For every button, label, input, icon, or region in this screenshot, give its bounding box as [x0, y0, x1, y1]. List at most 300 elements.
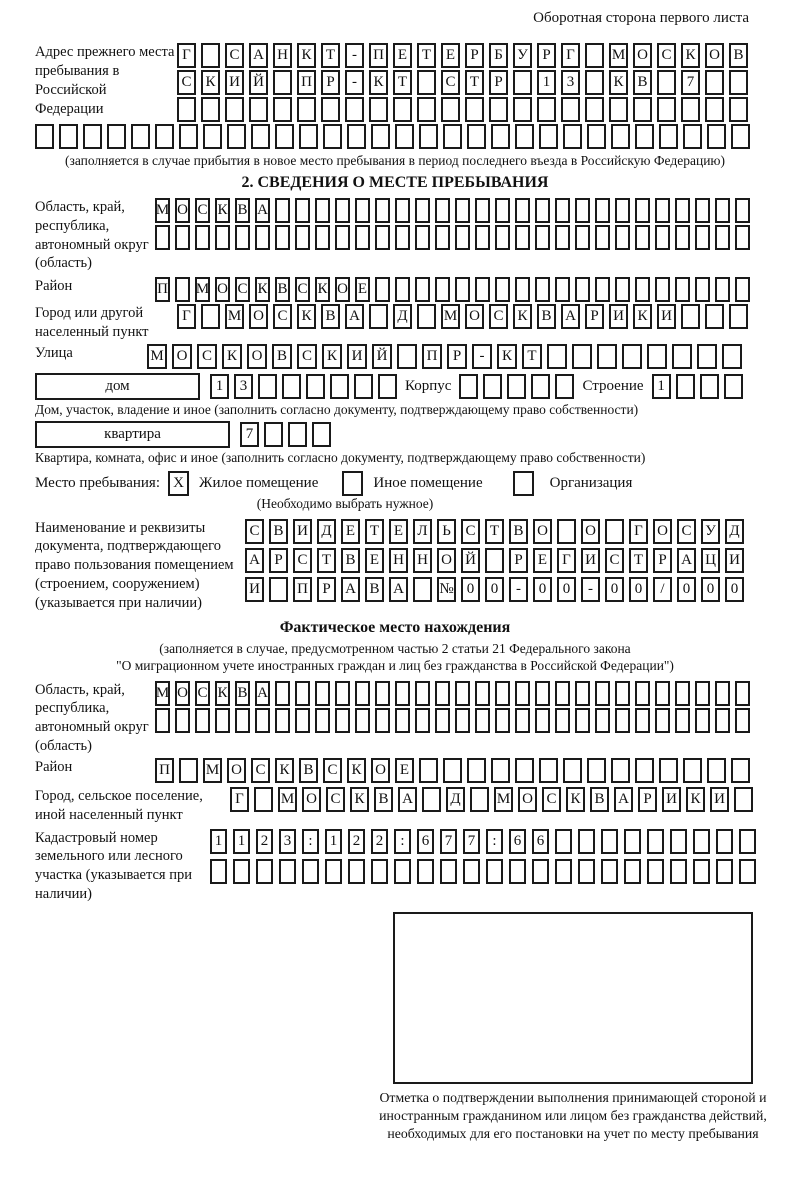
char-box — [624, 859, 641, 884]
char-box: С — [297, 344, 317, 369]
char-box: П — [155, 758, 174, 783]
char-box: Е — [341, 519, 360, 544]
char-box — [495, 198, 510, 223]
char-box: О — [705, 43, 724, 68]
char-box — [459, 374, 478, 399]
char-box — [605, 519, 624, 544]
char-box — [256, 859, 273, 884]
char-box: К — [686, 787, 705, 812]
char-box: О — [172, 344, 192, 369]
char-box — [491, 124, 510, 149]
char-box — [347, 124, 366, 149]
stay-option-residential-label: Жилое помещение — [199, 474, 319, 491]
char-box: С — [605, 548, 624, 573]
char-box: Д — [446, 787, 465, 812]
char-box — [131, 124, 150, 149]
char-box — [279, 859, 296, 884]
char-box — [515, 124, 534, 149]
char-box — [395, 277, 410, 302]
char-box — [563, 758, 582, 783]
char-box — [563, 124, 582, 149]
char-box — [724, 374, 743, 399]
apartment-name-box: квартира — [35, 421, 230, 448]
char-box — [485, 548, 504, 573]
char-box: № — [437, 577, 456, 602]
char-box: 2 — [371, 829, 388, 854]
stamp-note: Отметка о подтверждении выполнения принимающей стороной и иностранным гражданином или лицом без гражданства действий, необходимых для его постановки на учет по месту пребывания — [379, 1089, 767, 1142]
char-box: В — [272, 344, 292, 369]
char-box — [624, 829, 641, 854]
char-box: 3 — [234, 374, 253, 399]
char-box: А — [245, 548, 264, 573]
char-box: О — [533, 519, 552, 544]
char-box — [297, 97, 316, 122]
char-box — [595, 225, 610, 250]
char-box — [275, 681, 290, 706]
char-box: С — [273, 304, 292, 329]
char-box — [693, 859, 710, 884]
char-box: А — [249, 43, 268, 68]
stay-type-note: (Необходимо выбрать нужное) — [256, 495, 434, 511]
char-box — [700, 374, 719, 399]
char-box: Е — [395, 758, 414, 783]
char-box — [330, 374, 349, 399]
region-row-2 — [155, 225, 750, 250]
char-box: С — [251, 758, 270, 783]
char-box: А — [614, 787, 633, 812]
char-box — [735, 277, 750, 302]
char-box: Р — [269, 548, 288, 573]
district-row — [155, 277, 750, 302]
char-box: 0 — [629, 577, 648, 602]
char-box — [335, 198, 350, 223]
char-box: С — [225, 43, 244, 68]
char-box — [435, 708, 450, 733]
actual-district-row — [155, 758, 750, 783]
char-box — [615, 225, 630, 250]
char-box: О — [653, 519, 672, 544]
char-box: М — [195, 277, 210, 302]
char-box: С — [245, 519, 264, 544]
char-box — [273, 97, 292, 122]
actual-region-label: Область, край, республика, автономный округ (область) — [35, 681, 149, 755]
char-box — [475, 198, 490, 223]
char-box — [615, 681, 630, 706]
document-row-3 — [245, 577, 744, 602]
char-box — [491, 758, 510, 783]
char-box — [635, 708, 650, 733]
char-box — [735, 225, 750, 250]
page-header: Оборотная сторона первого листа — [533, 10, 749, 26]
char-box: С — [542, 787, 561, 812]
stay-type-block — [35, 471, 755, 496]
char-box: К — [609, 70, 628, 95]
char-box: - — [345, 70, 364, 95]
char-box — [273, 70, 292, 95]
char-box — [210, 859, 227, 884]
char-box: О — [249, 304, 268, 329]
char-box — [417, 304, 436, 329]
char-box — [659, 124, 678, 149]
char-box — [483, 374, 502, 399]
char-box — [435, 681, 450, 706]
char-box: 7 — [240, 422, 259, 447]
char-box — [441, 97, 460, 122]
actual-region-block — [35, 681, 755, 756]
cadastral-row-1 — [210, 829, 756, 854]
char-box — [555, 277, 570, 302]
char-box — [615, 277, 630, 302]
char-box — [312, 422, 331, 447]
char-box: Д — [317, 519, 336, 544]
char-box — [269, 577, 288, 602]
char-box — [557, 519, 576, 544]
char-box — [371, 124, 390, 149]
char-box: Л — [413, 519, 432, 544]
char-box: 7 — [463, 829, 480, 854]
char-box — [695, 277, 710, 302]
char-box: О — [633, 43, 652, 68]
char-box — [555, 859, 572, 884]
char-box — [355, 198, 370, 223]
char-box: О — [302, 787, 321, 812]
char-box — [255, 225, 270, 250]
char-box: К — [215, 198, 230, 223]
cadastral-row-2 — [210, 859, 756, 884]
char-box — [275, 708, 290, 733]
document-row-1 — [245, 519, 744, 544]
prev-address-row-3 — [177, 97, 748, 122]
char-box: С — [235, 277, 250, 302]
char-box: В — [729, 43, 748, 68]
char-box — [655, 708, 670, 733]
region-block — [35, 198, 755, 273]
char-box — [369, 304, 388, 329]
char-box — [415, 277, 430, 302]
char-box: 1 — [210, 374, 229, 399]
char-box: К — [369, 70, 388, 95]
char-box: И — [581, 548, 600, 573]
char-box — [325, 859, 342, 884]
char-box — [715, 277, 730, 302]
char-box — [355, 681, 370, 706]
char-box — [323, 124, 342, 149]
char-box — [282, 374, 301, 399]
char-box — [175, 708, 190, 733]
char-box — [475, 681, 490, 706]
char-box — [672, 344, 692, 369]
char-box — [495, 681, 510, 706]
char-box: К — [497, 344, 517, 369]
char-box — [175, 225, 190, 250]
stay-option-organization-checkbox — [513, 471, 534, 496]
char-box — [375, 198, 390, 223]
char-box: М — [441, 304, 460, 329]
char-box — [467, 124, 486, 149]
char-box — [467, 758, 486, 783]
char-box: В — [341, 548, 360, 573]
char-box — [739, 829, 756, 854]
char-box — [739, 859, 756, 884]
char-box: Р — [537, 43, 556, 68]
stay-type-label: Место пребывания: — [35, 474, 160, 491]
char-box — [235, 708, 250, 733]
char-box — [201, 97, 220, 122]
char-box: Р — [447, 344, 467, 369]
char-box — [615, 198, 630, 223]
char-box: / — [653, 577, 672, 602]
actual-city-block — [35, 787, 755, 825]
char-box: М — [203, 758, 222, 783]
char-box — [375, 225, 390, 250]
char-box: 7 — [681, 70, 700, 95]
char-box: О — [437, 548, 456, 573]
char-box — [455, 198, 470, 223]
char-box — [419, 758, 438, 783]
char-box — [675, 225, 690, 250]
char-box: П — [422, 344, 442, 369]
house-name-box: дом — [35, 373, 200, 400]
char-box — [676, 374, 695, 399]
char-box: Т — [522, 344, 542, 369]
district-block — [35, 277, 755, 302]
char-box — [177, 97, 196, 122]
char-box — [455, 708, 470, 733]
char-box — [513, 97, 532, 122]
char-box: Е — [533, 548, 552, 573]
char-box — [535, 708, 550, 733]
char-box: 0 — [533, 577, 552, 602]
char-box: - — [472, 344, 492, 369]
char-box: 0 — [725, 577, 744, 602]
char-box: О — [581, 519, 600, 544]
char-box: Т — [365, 519, 384, 544]
char-box: М — [155, 198, 170, 223]
char-box: О — [215, 277, 230, 302]
apartment-number-row — [240, 422, 331, 447]
char-box: В — [275, 277, 290, 302]
cadastral-rows — [210, 829, 756, 884]
char-box — [707, 124, 726, 149]
char-box — [575, 277, 590, 302]
char-box: С — [195, 681, 210, 706]
char-box — [203, 124, 222, 149]
section2-title: 2. СВЕДЕНИЯ О МЕСТЕ ПРЕБЫВАНИЯ — [241, 173, 549, 191]
char-box — [419, 124, 438, 149]
char-box — [288, 422, 307, 447]
char-box — [734, 787, 753, 812]
char-box — [455, 225, 470, 250]
char-box — [354, 374, 373, 399]
char-box: Р — [653, 548, 672, 573]
char-box: К — [315, 277, 330, 302]
char-box: П — [369, 43, 388, 68]
char-box — [395, 708, 410, 733]
char-box: 6 — [509, 829, 526, 854]
char-box: И — [293, 519, 312, 544]
char-box — [348, 859, 365, 884]
char-box: В — [590, 787, 609, 812]
char-box: А — [255, 681, 270, 706]
char-box: В — [374, 787, 393, 812]
char-box — [555, 198, 570, 223]
char-box: - — [509, 577, 528, 602]
char-box — [635, 198, 650, 223]
char-box: С — [461, 519, 480, 544]
char-box — [611, 758, 630, 783]
char-box — [575, 681, 590, 706]
char-box — [507, 374, 526, 399]
char-box — [378, 374, 397, 399]
char-box: И — [662, 787, 681, 812]
char-box — [611, 124, 630, 149]
char-box — [417, 859, 434, 884]
char-box — [716, 829, 733, 854]
char-box — [635, 681, 650, 706]
char-box: К — [322, 344, 342, 369]
char-box — [647, 829, 664, 854]
char-box: М — [155, 681, 170, 706]
char-box — [395, 225, 410, 250]
char-box: П — [297, 70, 316, 95]
char-box — [299, 124, 318, 149]
prev-address-label: Адрес прежнего места пребывания в Российской Федерации — [35, 44, 175, 117]
stroenie-row — [652, 374, 743, 399]
stay-option-residential-checkbox: X — [168, 471, 189, 496]
char-box: И — [609, 304, 628, 329]
char-box: Т — [393, 70, 412, 95]
char-box — [227, 124, 246, 149]
char-box — [578, 859, 595, 884]
char-box: И — [657, 304, 676, 329]
document-block — [35, 519, 755, 613]
char-box — [670, 859, 687, 884]
char-box — [443, 124, 462, 149]
char-box: С — [195, 198, 210, 223]
char-box: С — [197, 344, 217, 369]
char-box — [495, 708, 510, 733]
char-box — [655, 681, 670, 706]
char-box: О — [518, 787, 537, 812]
char-box — [397, 344, 417, 369]
char-box — [597, 344, 617, 369]
char-box — [475, 708, 490, 733]
char-box — [681, 97, 700, 122]
actual-location-title: Фактическое место нахождения — [279, 618, 511, 636]
char-box: Т — [417, 43, 436, 68]
char-box: И — [725, 548, 744, 573]
char-box: П — [293, 577, 312, 602]
char-box — [321, 97, 340, 122]
char-box — [729, 70, 748, 95]
char-box — [179, 124, 198, 149]
char-box — [705, 70, 724, 95]
char-box — [495, 277, 510, 302]
char-box: Р — [489, 70, 508, 95]
char-box — [575, 198, 590, 223]
char-box: В — [299, 758, 318, 783]
document-label: Наименование и реквизиты документа, подтверждающего право пользования помещением (строением, сооружением) (указывается при наличии) — [35, 519, 234, 611]
char-box — [513, 70, 532, 95]
char-box: Ц — [701, 548, 720, 573]
district-label: Район — [35, 278, 73, 295]
actual-region-row-2 — [155, 708, 750, 733]
char-box: : — [486, 829, 503, 854]
prev-address-row-2 — [177, 70, 748, 95]
char-box — [635, 277, 650, 302]
char-box — [515, 277, 530, 302]
char-box — [375, 277, 390, 302]
char-box — [107, 124, 126, 149]
char-box — [249, 97, 268, 122]
cadastral-block — [35, 829, 755, 904]
char-box — [693, 829, 710, 854]
stay-option-organization-label: Организация — [549, 474, 633, 491]
char-box: А — [345, 304, 364, 329]
char-box: А — [389, 577, 408, 602]
char-box: 2 — [256, 829, 273, 854]
char-box — [572, 344, 592, 369]
char-box — [179, 758, 198, 783]
char-box: О — [371, 758, 390, 783]
char-box: О — [175, 681, 190, 706]
char-box: К — [222, 344, 242, 369]
city-block — [35, 304, 755, 342]
char-box — [657, 70, 676, 95]
char-box — [609, 97, 628, 122]
char-box — [647, 859, 664, 884]
char-box: К — [681, 43, 700, 68]
char-box: С — [441, 70, 460, 95]
char-box: В — [235, 198, 250, 223]
char-box: 7 — [440, 829, 457, 854]
char-box — [715, 225, 730, 250]
char-box — [215, 708, 230, 733]
char-box — [561, 97, 580, 122]
char-box — [155, 124, 174, 149]
char-box — [535, 277, 550, 302]
char-box: 3 — [561, 70, 580, 95]
char-box: М — [609, 43, 628, 68]
char-box — [695, 708, 710, 733]
house-note: Дом, участок, владение и иное (заполнить согласно документу, подтверждающему право собственности) — [35, 401, 639, 417]
char-box — [735, 708, 750, 733]
char-box — [707, 758, 726, 783]
char-box — [345, 97, 364, 122]
char-box: 0 — [557, 577, 576, 602]
actual-district-block — [35, 758, 755, 783]
char-box — [622, 344, 642, 369]
korpus-label: Корпус — [405, 377, 452, 394]
street-label: Улица — [35, 344, 73, 361]
char-box — [675, 277, 690, 302]
char-box: М — [278, 787, 297, 812]
char-box: М — [225, 304, 244, 329]
document-row-2 — [245, 548, 744, 573]
char-box: О — [247, 344, 267, 369]
char-box — [435, 277, 450, 302]
char-box: Г — [230, 787, 249, 812]
char-box — [475, 277, 490, 302]
char-box: 0 — [461, 577, 480, 602]
stay-option-other-checkbox — [342, 471, 363, 496]
char-box — [585, 97, 604, 122]
char-box — [535, 681, 550, 706]
char-box — [675, 681, 690, 706]
char-box: С — [326, 787, 345, 812]
char-box — [235, 225, 250, 250]
char-box: С — [293, 548, 312, 573]
